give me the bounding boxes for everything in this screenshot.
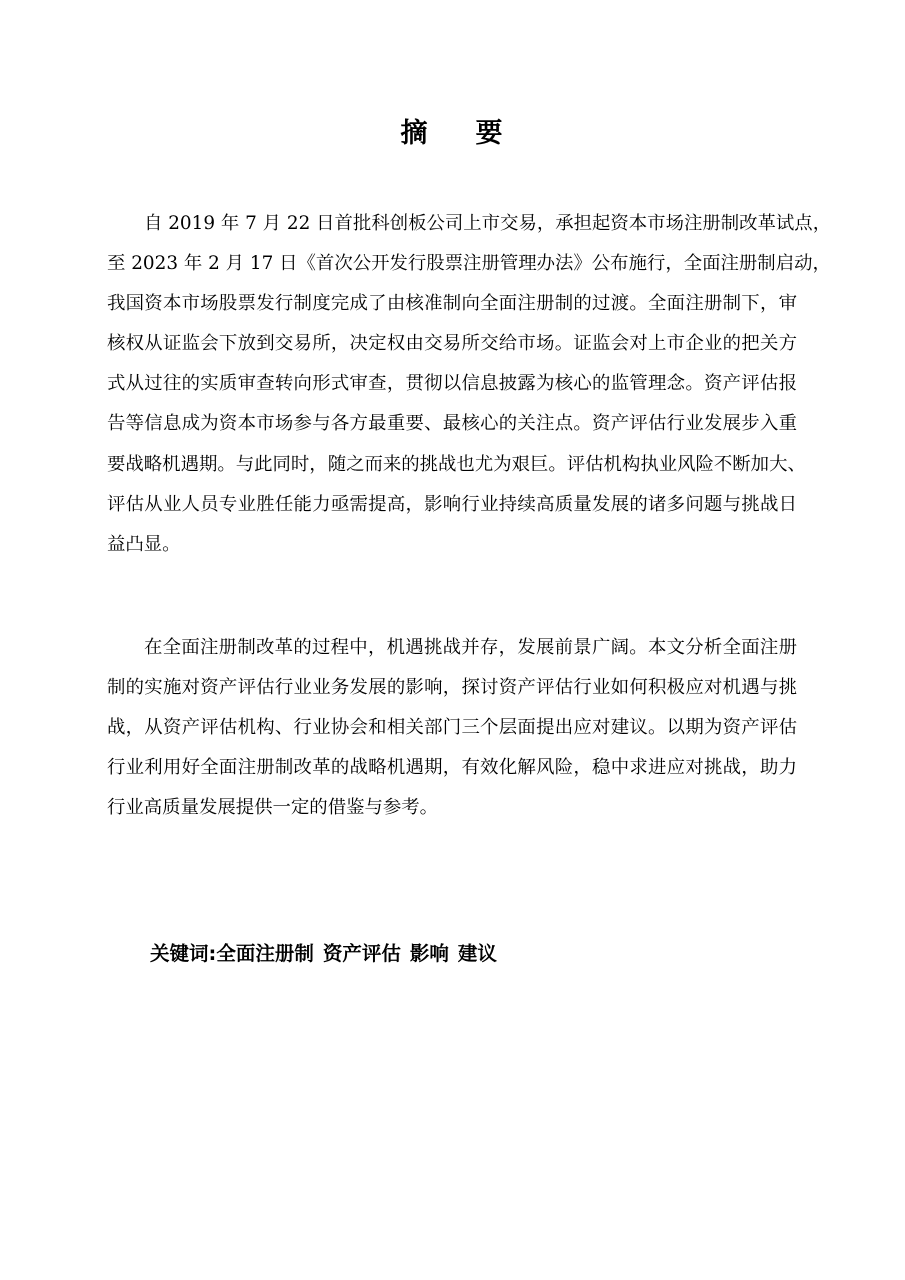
keyword-item: 资产评估 xyxy=(322,942,401,965)
paragraph-1-line: 评估从业人员专业胜任能力亟需提高，影响行业持续高质量发展的诸多问题与挑战日 xyxy=(107,493,797,515)
paragraph-2-line: 在全面注册制改革的过程中，机遇挑战并存，发展前景广阔。本文分析全面注册 xyxy=(144,637,797,658)
paragraph-2-line: 行业高质量发展提供一定的借鉴与参考。 xyxy=(107,797,439,819)
paragraph-2-line: 行业利用好全面注册制改革的战略机遇期，有效化解风险，稳中求进应对挑战，助力 xyxy=(107,757,797,779)
abstract-paragraph-1 xyxy=(107,204,832,565)
paragraph-1-line: 核权从证监会下放到交易所，决定权由交易所交给市场。证监会对上市企业的把关方 xyxy=(107,333,797,355)
paragraph-1-line: 式从过往的实质审查转向形式审查，贯彻以信息披露为核心的监管理念。资产评估报 xyxy=(107,373,797,395)
paragraph-1-line: 至 2023 年 2 月 17 日《首次公开发行股票注册管理办法》公布施行，全面注册制启动， xyxy=(107,253,831,275)
keyword-item: 建议 xyxy=(457,942,497,965)
keywords-line xyxy=(150,934,506,974)
paragraph-1-line: 自 2019 年 7 月 22 日首批科创板公司上市交易，承担起资本市场注册制改革试点， xyxy=(144,213,832,234)
paragraph-2-line: 战，从资产评估机构、行业协会和相关部门三个层面提出应对建议。以期为资产评估 xyxy=(107,717,797,739)
abstract-title-char-1: 摘 xyxy=(400,118,430,149)
paragraph-1-line: 告等信息成为资本市场参与各方最重要、最核心的关注点。资产评估行业发展步入重 xyxy=(107,413,797,435)
keyword-item: 影响 xyxy=(409,942,449,965)
keyword-item: 全面注册制 xyxy=(216,942,314,965)
abstract-paragraph-2 xyxy=(107,628,797,828)
paragraph-1-line: 要战略机遇期。与此同时，随之而来的挑战也尤为艰巨。评估机构执业风险不断加大、 xyxy=(107,453,806,475)
paragraph-1-line: 我国资本市场股票发行制度完成了由核准制向全面注册制的过渡。全面注册制下，审 xyxy=(107,293,797,315)
keywords-label: 关键词: xyxy=(150,942,217,965)
abstract-title xyxy=(0,112,905,156)
paragraph-2-line: 制的实施对资产评估行业业务发展的影响，探讨资产评估行业如何积极应对机遇与挑 xyxy=(107,677,797,699)
abstract-title-char-2: 要 xyxy=(475,118,505,149)
paragraph-1-line: 益凸显。 xyxy=(107,533,181,555)
